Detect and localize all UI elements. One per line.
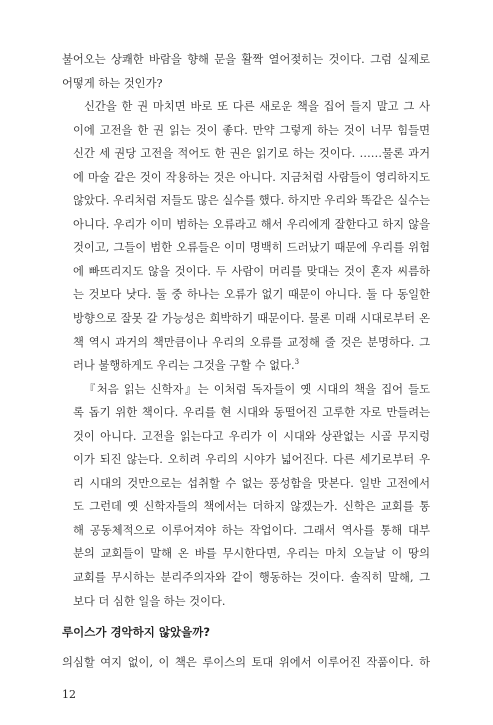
paragraph xyxy=(62,48,430,95)
text-line: 『처음 읽는 신학자』는 이처럼 독자들이 옛 시대의 책을 집어 들도 xyxy=(84,382,430,396)
section-heading: 루이스가 경악하지 않았을까? xyxy=(62,625,210,639)
text-line: 록 돕기 위한 책이다. 우리를 현 시대와 동떨어진 고루한 자로 만들려는 xyxy=(73,406,430,420)
paragraph xyxy=(62,95,430,378)
text-line: 분의 교회들이 말해 온 바를 무시한다면, 우리는 마치 오늘날 이 땅의 xyxy=(73,547,430,561)
text-line: 불어오는 상쾌한 바람을 향해 문을 활짝 열어젖히는 것이다. 그럼 실제로 xyxy=(62,53,430,66)
text-line: 책 역시 과거의 책만큼이나 우리의 오류를 교정해 줄 것은 분명하다. 그 xyxy=(73,335,430,349)
text-line: 이에 고전을 한 권 읽는 것이 좋다. 만약 그렇게 하는 것이 너무 힘들면 xyxy=(73,123,430,137)
text-line: 신간을 한 권 마치면 바로 또 다른 새로운 책을 집어 들지 말고 그 사 xyxy=(84,100,430,114)
text-line: 것이 아니다. 고전을 읽는다고 우리가 이 시대와 상관없는 시골 무지렁 xyxy=(73,429,430,443)
page-number: 12 xyxy=(62,688,76,701)
paragraph xyxy=(62,378,430,613)
text-line: 신간 세 권당 고전을 적어도 한 권은 읽기로 하는 것이다. ……물론 과거 xyxy=(73,147,430,161)
text-line: 이가 되진 않는다. 오히려 우리의 시야가 넓어진다. 다른 세기로부터 우 xyxy=(73,453,430,467)
text-line: 러나 불행하게도 우리는 그것을 구할 수 없다.$^3$ xyxy=(73,358,300,373)
text-line: 보다 더 심한 일을 하는 것이다. xyxy=(73,594,226,608)
text-line: 에 마술 같은 것이 작용하는 것은 아니다. 지금처럼 사람들이 영리하지도 xyxy=(73,170,430,184)
text-line: 것이고, 그들이 범한 오류들은 이미 명백히 드러났기 때문에 우리를 위험 xyxy=(73,241,430,255)
text-line: 아니다. 우리가 이미 범하는 오류라고 해서 우리에게 잘한다고 하지 않을 xyxy=(73,217,430,231)
text-line: 어떻게 하는 것인가? xyxy=(62,76,163,90)
body-text xyxy=(62,48,430,613)
text-line: 에 빠뜨리지도 않을 것이다. 두 사람이 머리를 맞대는 것이 혼자 씨름하 xyxy=(73,264,430,278)
section-first-line: 의심할 여지 없이, 이 책은 루이스의 토대 위에서 이루어진 작품이다. 하 xyxy=(62,656,430,669)
text-line: 해 공동체적으로 이루어져야 하는 작업이다. 그래서 역사를 통해 대부 xyxy=(73,523,430,537)
text-line: 도 그런데 옛 신학자들의 책에서는 더하지 않겠는가. 신학은 교회를 통 xyxy=(73,500,430,514)
text-line: 방향으로 잘못 갈 가능성은 희박하기 때문이다. 물론 미래 시대로부터 온 xyxy=(73,312,430,326)
text-line: 않았다. 우리처럼 저들도 많은 실수를 했다. 하지만 우리와 똑같은 실수는 xyxy=(73,194,430,208)
text-line: 는 것보다 낫다. 둘 중 하나는 오류가 없기 때문이 아니다. 둘 다 동일한 xyxy=(73,288,430,302)
text-line: 리 시대의 것만으로는 섭취할 수 없는 풍성함을 맛본다. 일반 고전에서 xyxy=(73,476,430,490)
footnote-marker: 3 xyxy=(294,358,300,367)
text-line: 교회를 무시하는 분리주의자와 같이 행동하는 것이다. 솔직히 말해, 그 xyxy=(73,571,430,585)
